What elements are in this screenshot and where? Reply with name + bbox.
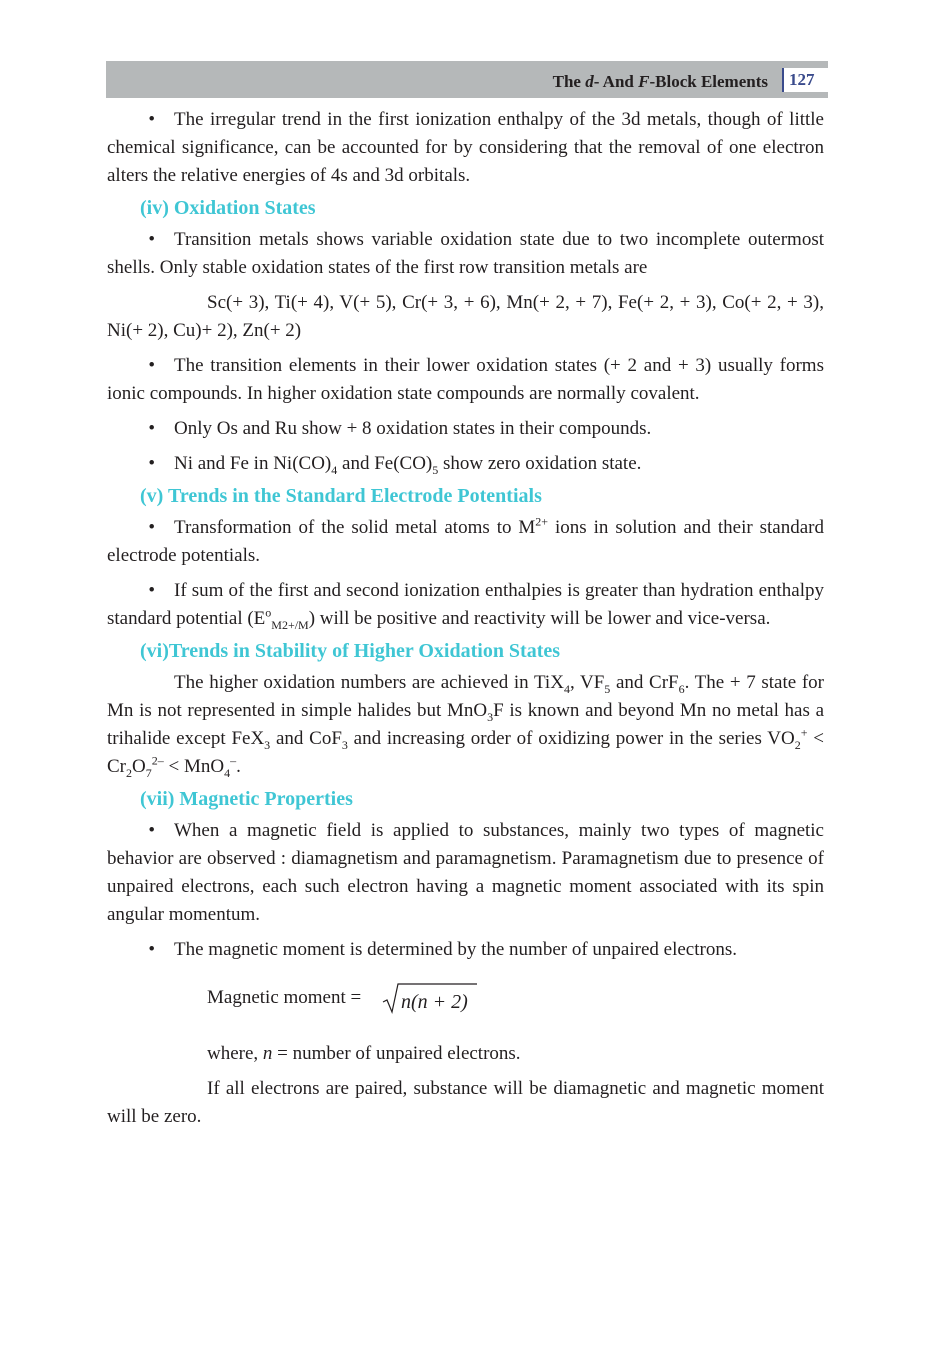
bullet-ionic-covalent: • The transition elements in their lower oxidation states (+ 2 and + 3) usually forms ionic compounds. In higher oxidation state compounds are normally covalent. — [107, 355, 824, 404]
page-number-box — [782, 68, 828, 92]
page-number: 127 — [789, 70, 815, 89]
bullet-transformation: • Transformation of the solid metal atoms to $M^{2+}$ ions in solution and their standard electrode potentials. — [107, 514, 824, 566]
bullet-ionization-hydration: • If sum of the first and second ionization enthalpies is greater than hydration enthalpy standard potential $(E^o_{M2+/M})$ will be positive and reactivity will be lower and vice-versa. — [107, 580, 824, 632]
formula-label: Magnetic moment = — [207, 987, 362, 1008]
formula-where: where, n = number of unpaired electrons. — [207, 1043, 521, 1064]
chapter-title: The d- And F-Block Elements — [552, 72, 768, 91]
bullet-magnetic-field: • When a magnetic field is applied to substances, mainly two types of magnetic behavior are observed : diamagnetism and paramagnetism. Paramagnetism due to presence of unpaired electrons, each such electron having a magnetic moment associated with its spin angular momentum. — [107, 820, 824, 925]
bullet-ionization-trend: • The irregular trend in the first ionization enthalpy of the 3d metals, though of little chemical significance, can be accounted for by considering that the removal of one electron alters the relative energies of 4s and 3d orbitals. — [107, 109, 824, 186]
formula-expression: n(n + 2) — [401, 991, 468, 1013]
paired-electrons-paragraph: If all electrons are paired, substance will be diamagnetic and magnetic moment will be zero. — [107, 1078, 824, 1127]
higher-oxidation-paragraph: The higher oxidation numbers are achieved in TiX$_4$, $VF_5$ and CrF$_6$. The + 7 state for Mn is not represented in simple halides but MnO$_3$F is known and beyond Mn no metal has a trihalide except FeX$_3$ and CoF$_3$ and increasing order of oxidizing power in the series $VO_2^+ < Cr_2O_7^{2-} < MnO_4^-$. — [107, 672, 825, 780]
bullet-zero-oxidation: • Ni and Fe in $Ni(CO)_4$ and $Fe(CO)_5$ show zero oxidation state. — [148, 453, 642, 477]
bullet-os-ru: • Only Os and Ru show + 8 oxidation states in their compounds. — [148, 418, 652, 439]
bullet-variable-oxidation: • Transition metals shows variable oxidation state due to two incomplete outermost shells. Only stable oxidation states of the first row transition metals are — [107, 229, 824, 278]
running-header — [106, 61, 828, 98]
magnetic-moment-formula — [207, 978, 824, 1018]
heading-oxidation-states: (iv) Oxidation States — [140, 197, 316, 219]
square-root-expression — [381, 978, 481, 1018]
heading-higher-oxidation: (vi)Trends in Stability of Higher Oxidation States — [140, 640, 561, 662]
heading-magnetic-properties: (vii) Magnetic Properties — [140, 788, 353, 810]
oxidation-states-list: Sc(+ 3), Ti(+ 4), V(+ 5), Cr(+ 3, + 6), Mn(+ 2, + 7), Fe(+ 2, + 3), Co(+ 2, + 3), Ni(+ 2), Cu)+ 2), Zn(+ 2) — [107, 292, 824, 341]
heading-electrode-potentials: (v) Trends in the Standard Electrode Potentials — [140, 485, 542, 507]
page-body — [107, 106, 824, 1131]
bullet-magnetic-moment: • The magnetic moment is determined by the number of unpaired electrons. — [148, 939, 737, 960]
